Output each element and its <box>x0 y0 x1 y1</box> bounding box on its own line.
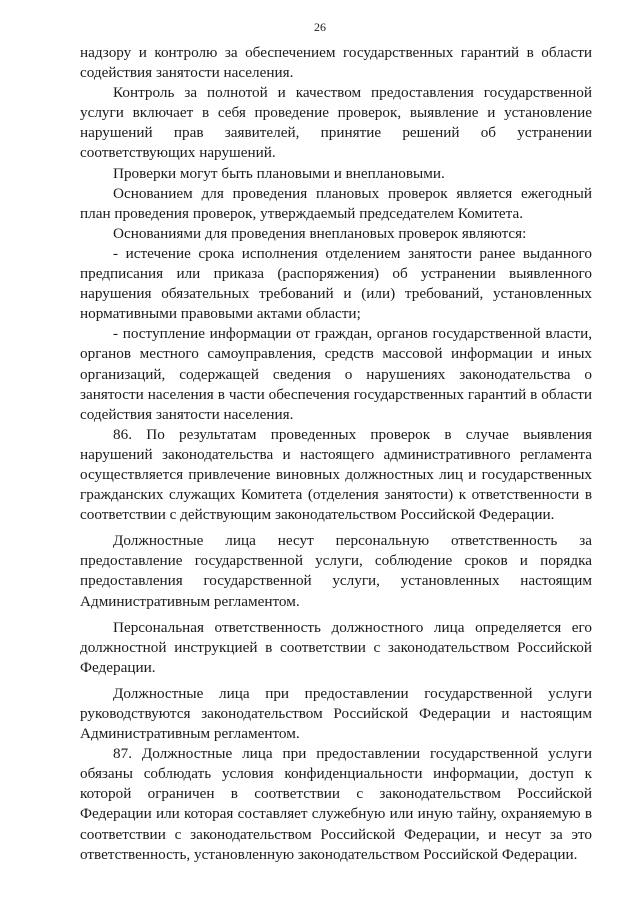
paragraph-unplanned-basis-intro: Основаниями для проведения внеплановых проверок являются: <box>113 224 527 242</box>
list-item-deadline-expiry: - истечение срока исполнения отделением занятости ранее выданного предписания или приказа (распоряжения) об устранении выявленного нарушения обязательных требований и (или) требований, установленных нормативными правовыми актами области; <box>80 244 592 323</box>
paragraph-86-liability: 86. По результатам проведенных проверок в случае выявления нарушений законодательства и настоящего административного регламента осуществляется привлечение виновных должностных лиц и государственных гражданских служащих Комитета (отделения занятости) к ответственности в соответствии с действующим законодательством Российской Федерации. <box>80 425 592 524</box>
paragraph-inspection-types: Проверки могут быть плановыми и внеплановыми. <box>113 164 445 182</box>
paragraph-87-confidentiality: 87. Должностные лица при предоставлении государственной услуги обязаны соблюдать условия конфиденциальности информации, доступ к которой ограничен в соответствии с законодательством Российской Федерации или которая составляет служебную или иную тайну, охраняемую в соответствии с законодательством Российской Федерации, и несут за это ответственность, установленную законодательством Российской Федерации. <box>80 745 592 863</box>
list-item-information-receipt: - поступление информации от граждан, органов государственной власти, органов местного самоуправления, средств массовой информации и иных организаций, содержащей сведения о нарушениях законодательства о занятости населения в части обеспечения государственных гарантий в области содействия занятости населения. <box>80 325 592 423</box>
page-number: 26 <box>314 20 326 34</box>
paragraph-continuation: надзору и контролю за обеспечением государственных гарантий в области содействия занятости населения. <box>80 44 592 82</box>
paragraph-job-description: Персональная ответственность должностного лица определяется его должностной инструкцией в соответствии с законодательством Российской Федерации. <box>80 618 592 676</box>
paragraph-planned-basis: Основанием для проведения плановых проверок является ежегодный план проведения проверок, утверждаемый председателем Комитета. <box>80 184 592 222</box>
paragraph-control-scope: Контроль за полнотой и качеством предоставления государственной услуги включает в себя проведение проверок, выявление и установление нарушений прав заявителей, принятие решений об устранении соответствующих нарушений. <box>80 84 592 162</box>
document-body <box>80 43 592 865</box>
paragraph-personal-responsibility: Должностные лица несут персональную ответственность за предоставление государственной услуги, соблюдение сроков и порядка предоставления государственной услуги, установленных настоящим Административным регламентом. <box>80 532 592 610</box>
paragraph-guided-by-law: Должностные лица при предоставлении государственной услуги руководствуются законодательством Российской Федерации и настоящим Административным регламентом. <box>80 684 592 743</box>
